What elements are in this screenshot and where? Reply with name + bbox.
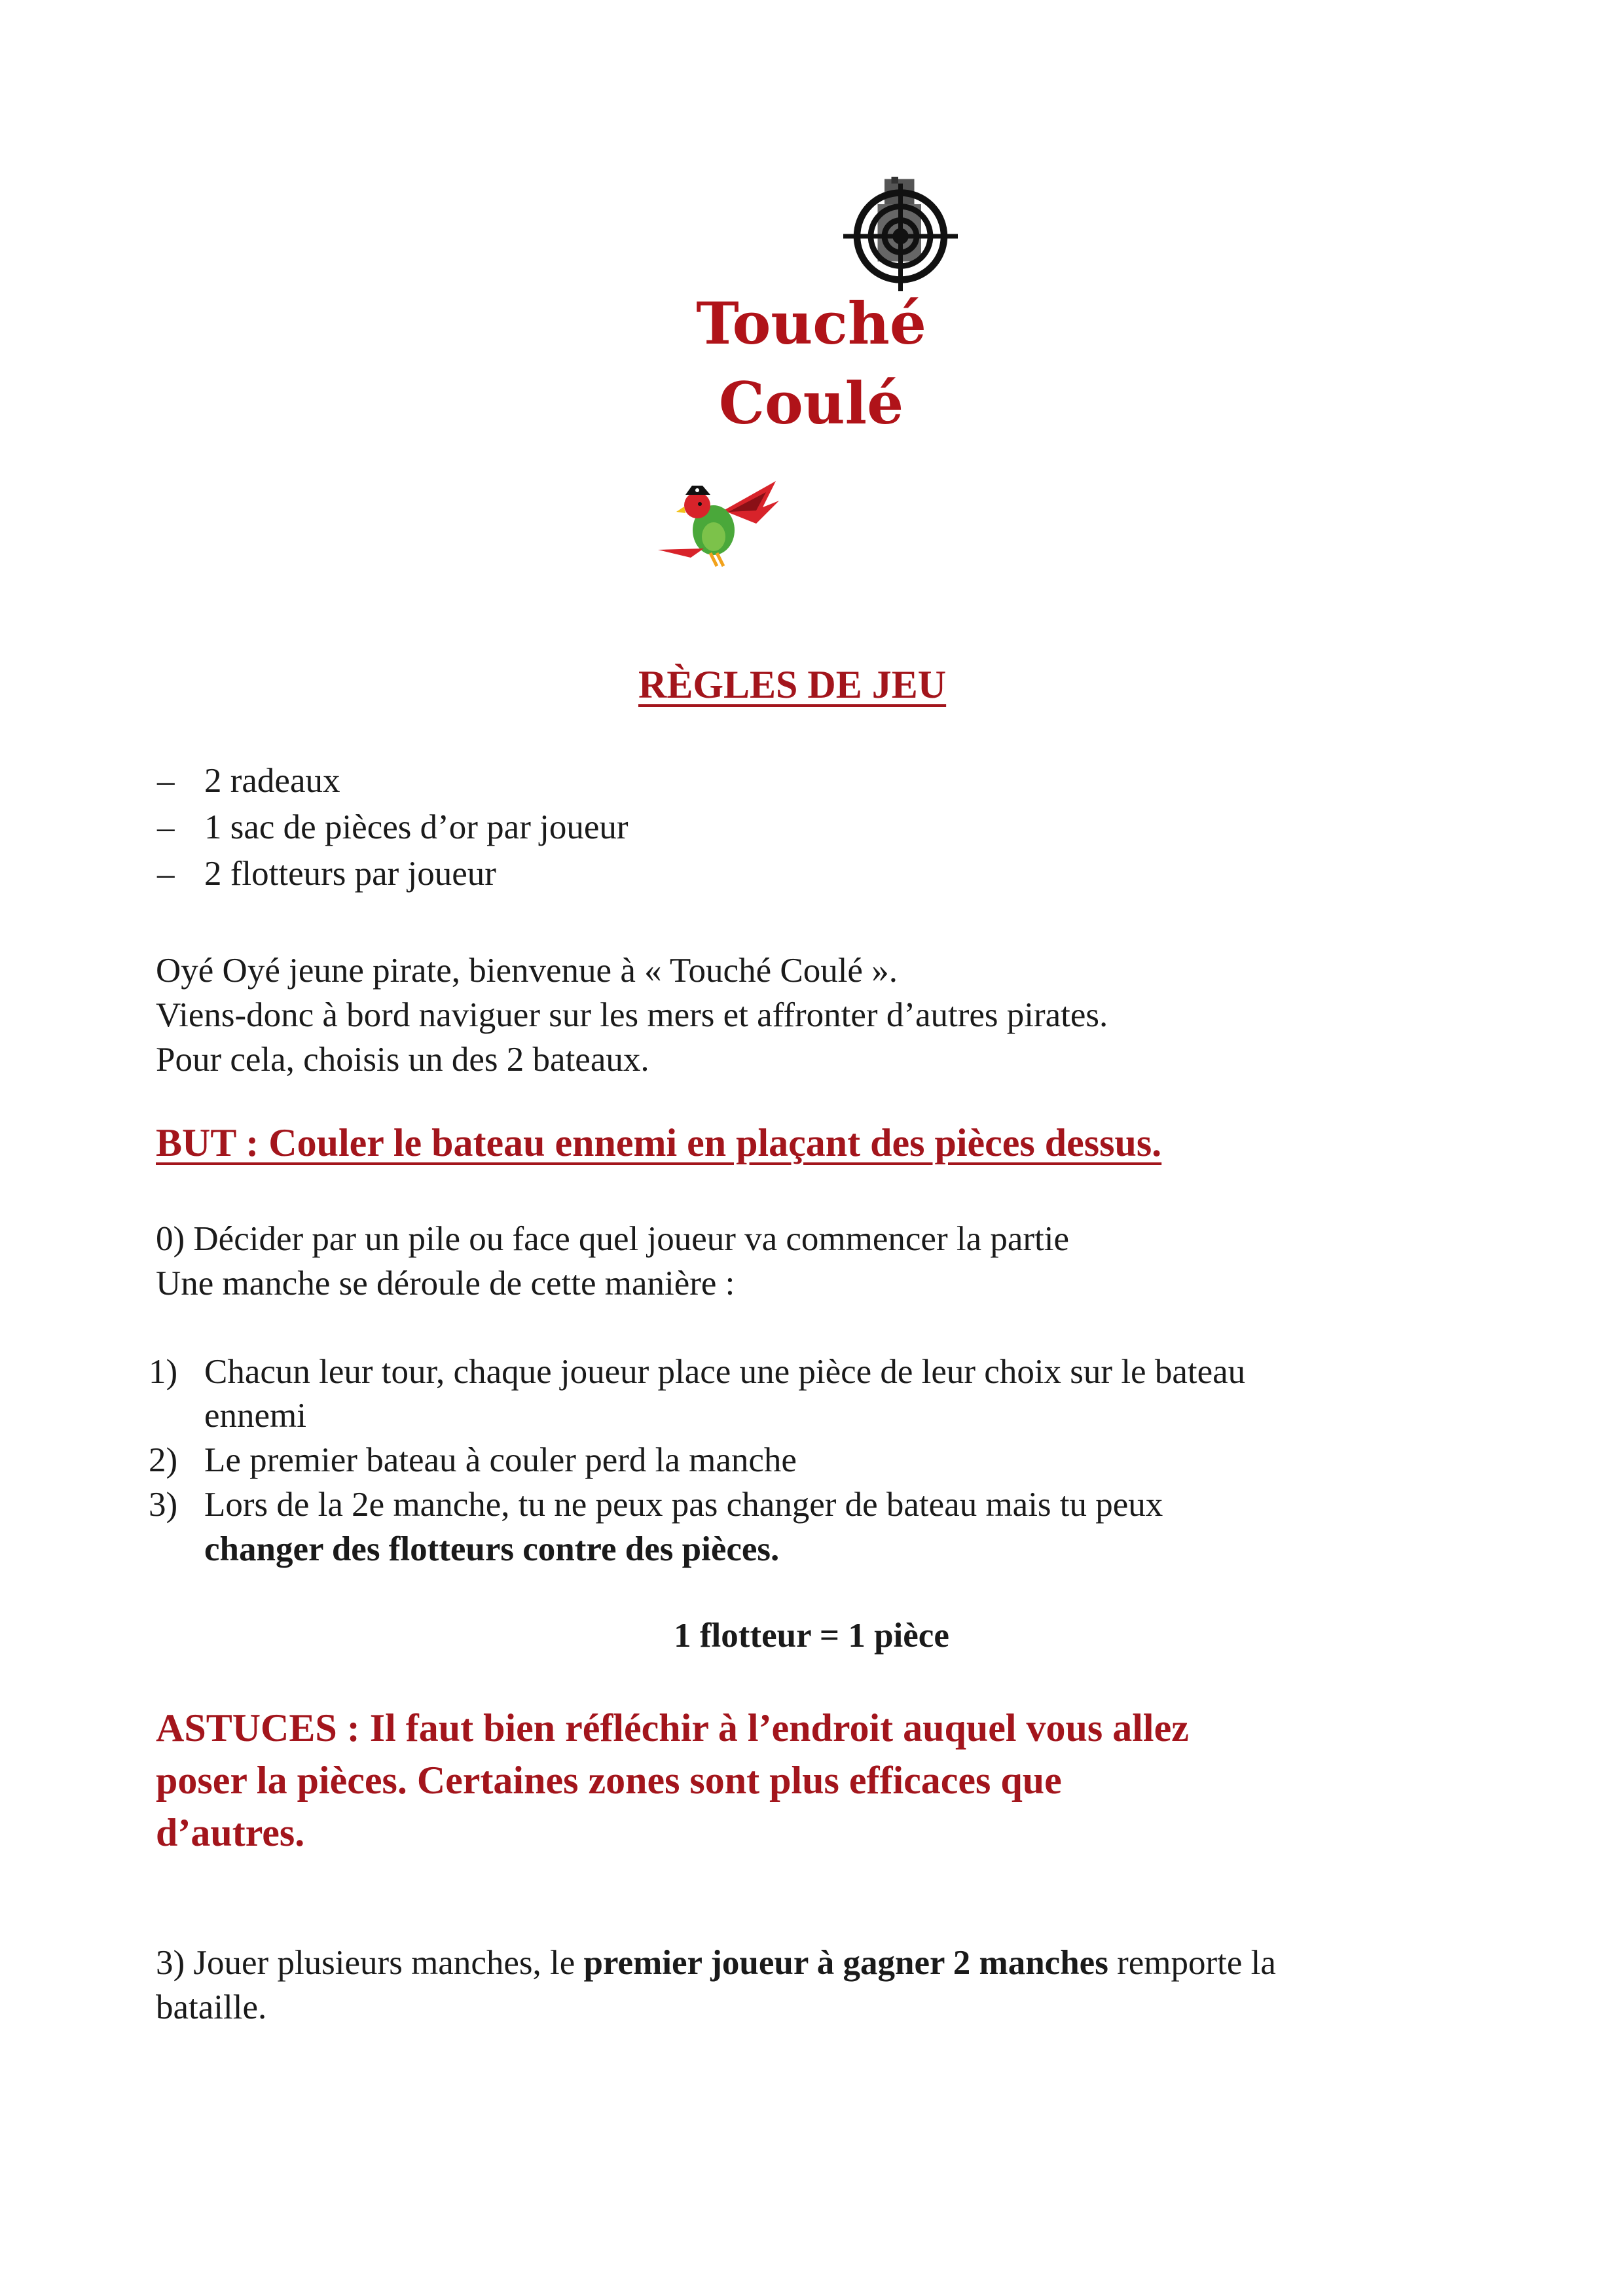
step-item: 2) Le premier bateau à couler perd la manche: [204, 1439, 797, 1482]
step-item-continuation: changer des flotteurs contre des pièces.: [204, 1530, 780, 1568]
step-item: 1) Chacun leur tour, chaque joueur place une pièce de leur choix sur le bateau: [204, 1350, 1245, 1394]
list-dash: –: [157, 762, 175, 800]
intro-line: Viens-donc à bord naviguer sur les mers et affronter d’autres pirates.: [156, 996, 1108, 1034]
list-item: – 1 sac de pièces d’or par joueur: [204, 806, 629, 850]
final-step: 3) Jouer plusieurs manches, le premier joueur à gagner 2 manches remporte la: [156, 1944, 1276, 1982]
step-number: 1): [149, 1353, 178, 1391]
intro-line: Oyé Oyé jeune pirate, bienvenue à « Touché Coulé ».: [156, 952, 898, 990]
list-dash: –: [157, 855, 175, 893]
pirate-parrot-icon: [651, 471, 782, 569]
logo-title-line2: Coulé: [718, 369, 904, 437]
step-item: 3) Lors de la 2e manche, tu ne peux pas changer de bateau mais tu peux: [204, 1483, 1163, 1527]
tips-line: poser la pièces. Certaines zones sont plus efficaces que: [156, 1759, 1062, 1802]
step-number: 3): [149, 1486, 178, 1524]
goal-heading: BUT : Couler le bateau ennemi en plaçant des pièces dessus.: [156, 1121, 1162, 1164]
intro-line: Pour cela, choisis un des 2 bateaux.: [156, 1041, 649, 1079]
list-item: – 2 flotteurs par joueur: [204, 852, 496, 896]
page-heading: RÈGLES DE JEU: [638, 663, 947, 706]
tips-line: d’autres.: [156, 1811, 305, 1854]
step-zero: 0) Décider par un pile ou face quel joueur va commencer la partie: [156, 1220, 1070, 1258]
final-step-continuation: bataille.: [156, 1988, 267, 2026]
logo-title-line1: Touché: [696, 289, 926, 357]
list-dash: –: [157, 808, 175, 846]
step-item-continuation: ennemi: [204, 1397, 306, 1435]
tips-line: ASTUCES : Il faut bien réfléchir à l’endroit auquel vous allez: [156, 1706, 1189, 1749]
list-item: – 2 radeaux: [204, 759, 340, 803]
step-number: 2): [149, 1441, 178, 1479]
round-intro: Une manche se déroule de cette manière :: [156, 1265, 735, 1302]
exchange-rule: 1 flotteur = 1 pièce: [674, 1617, 949, 1655]
crosshair-target-icon: [843, 177, 958, 291]
